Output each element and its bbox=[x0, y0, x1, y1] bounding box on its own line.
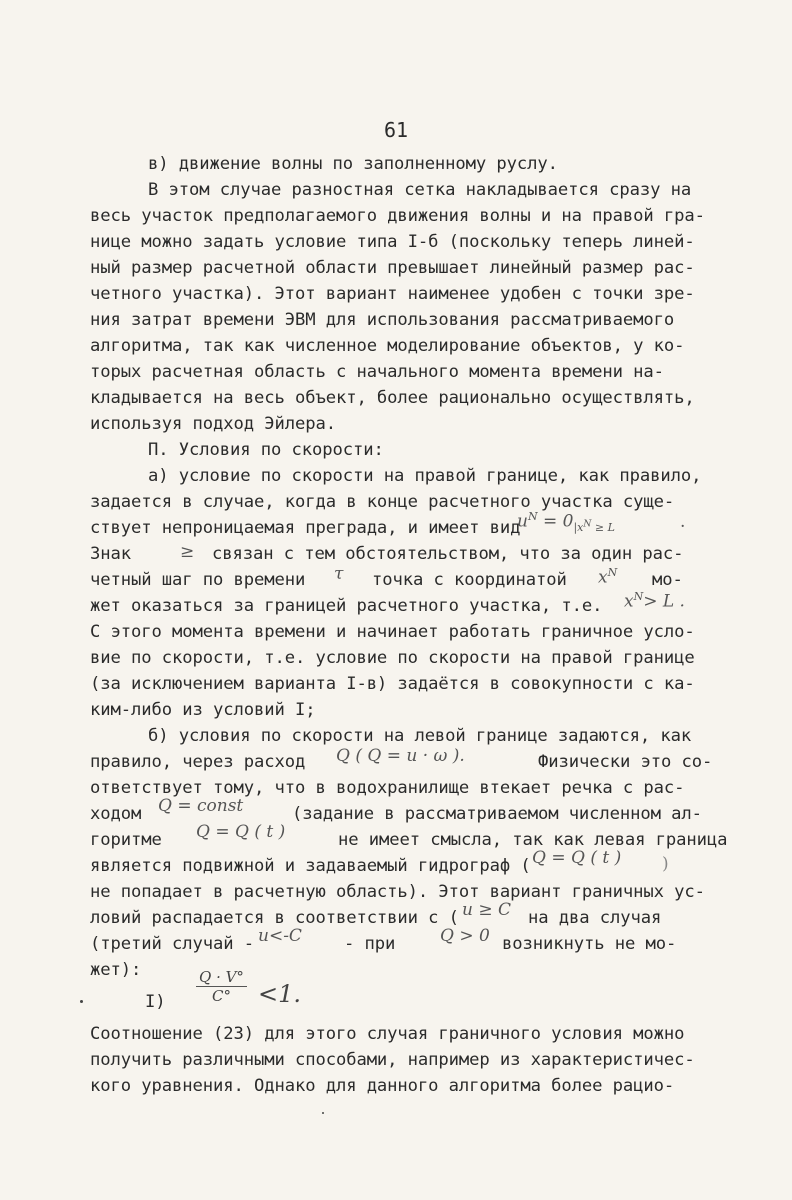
formula-xn: $x^N$ bbox=[598, 566, 618, 588]
formula-geq: ≥ bbox=[180, 542, 195, 562]
text-line: жет): bbox=[90, 960, 142, 980]
text-line: (за исключением варианта I-в) задаётся в совокупности с ка- bbox=[90, 674, 695, 694]
formula-q-t-2: Q = Q ( t ) bbox=[532, 848, 622, 868]
formula-tau: τ bbox=[334, 564, 344, 584]
formula-close-paren: ) bbox=[662, 854, 669, 874]
text-line: нице можно задать условие типа I-б (поскольку теперь линей- bbox=[90, 232, 695, 252]
page-number: 61 bbox=[384, 118, 409, 142]
text-line: используя подход Эйлера. bbox=[90, 414, 336, 434]
section-heading: П. Условия по скорости: bbox=[148, 440, 384, 460]
formula-dot: . bbox=[680, 512, 686, 532]
text-line: точка с координатой bbox=[372, 570, 567, 590]
fraction-numerator: Q · V° bbox=[196, 968, 247, 987]
page-speck bbox=[322, 1112, 324, 1114]
fraction-denominator: C° bbox=[211, 987, 231, 1005]
formula-fraction bbox=[196, 968, 247, 1005]
text-line: В этом случае разностная сетка накладывается сразу на bbox=[148, 180, 692, 200]
formula-q-def: Q ( Q = u · ω ). bbox=[336, 746, 465, 766]
text-line: ким-либо из условий I; bbox=[90, 700, 316, 720]
text-line: ходом bbox=[90, 804, 142, 824]
text-line: б) условия по скорости на левой границе задаются, как bbox=[148, 726, 692, 746]
text-line: задается в случае, когда в конце расчетного участка суще- bbox=[90, 492, 675, 512]
formula-u-ge-c: u ≥ C bbox=[462, 900, 512, 920]
text-line: не имеет смысла, так как левая граница bbox=[338, 830, 728, 850]
formula-xn-gt-l: $x^N> L$ . bbox=[624, 590, 685, 612]
text-line: Соотношение (23) для этого случая граничного условия можно bbox=[90, 1024, 685, 1044]
page-speck bbox=[80, 1000, 83, 1003]
formula-q-const: Q = const bbox=[158, 796, 244, 816]
text-line: торых расчетная область с начального момента времени на- bbox=[90, 362, 664, 382]
text-line: алгоритма, так как численное моделирование объектов, у ко- bbox=[90, 336, 685, 356]
case-label: I) bbox=[145, 992, 166, 1012]
text-line: ный размер расчетной области превышает линейный размер рас- bbox=[90, 258, 695, 278]
text-line: правило, через расход bbox=[90, 752, 306, 772]
text-line: С этого момента времени и начинает работать граничное усло- bbox=[90, 622, 695, 642]
text-line: ловий распадается в соответствии с ( bbox=[90, 908, 459, 928]
text-line: является подвижной и задаваемый гидрограф ( bbox=[90, 856, 531, 876]
text-line: - при bbox=[344, 934, 396, 954]
text-line: кладывается на весь объект, более рационально осуществлять, bbox=[90, 388, 695, 408]
text-line: получить различными способами, например из характеристичес- bbox=[90, 1050, 695, 1070]
text-line: жет оказаться за границей расчетного участка, т.е. bbox=[90, 596, 603, 616]
formula-lt-one: <1. bbox=[258, 980, 302, 1008]
text-line: а) условие по скорости на правой границе, как правило, bbox=[148, 466, 702, 486]
text-line: вие по скорости, т.е. условие по скорости на правой границе bbox=[90, 648, 695, 668]
formula-q-t: Q = Q ( t ) bbox=[196, 822, 286, 842]
text-line: (задание в рассматриваемом численном ал- bbox=[292, 804, 702, 824]
text-line: горитме bbox=[90, 830, 162, 850]
text-line: ния затрат времени ЭВМ для использования рассматриваемого bbox=[90, 310, 675, 330]
text-line: ответствует тому, что в водохранилище втекает речка с рас- bbox=[90, 778, 685, 798]
text-line: четный шаг по времени bbox=[90, 570, 306, 590]
text-line: Физически это со- bbox=[538, 752, 713, 772]
text-line: (третий случай - bbox=[90, 934, 254, 954]
text-line: возникнуть не мо- bbox=[502, 934, 677, 954]
text-line: четного участка). Этот вариант наименее удобен с точки зре- bbox=[90, 284, 695, 304]
text-line: ствует непроницаемая преграда, и имеет вид bbox=[90, 518, 521, 538]
text-line: в) движение волны по заполненному руслу. bbox=[148, 154, 558, 174]
text-line: связан с тем обстоятельством, что за один рас- bbox=[212, 544, 684, 564]
text-line: на два случая bbox=[528, 908, 662, 928]
text-line: весь участок предполагаемого движения волны и на правой гра- bbox=[90, 206, 705, 226]
formula-u-boundary: $u^N = 0_{|x^N \ge L}$ bbox=[517, 510, 615, 535]
text-line: не попадает в расчетную область). Этот вариант граничных ус- bbox=[90, 882, 705, 902]
text-line: мо- bbox=[652, 570, 683, 590]
text-line: кого уравнения. Однако для данного алгоритма более рацио- bbox=[90, 1076, 675, 1096]
formula-u-lt-c: u<-C bbox=[258, 926, 302, 946]
text-line: Знак bbox=[90, 544, 131, 564]
formula-q-gt-0: Q > 0 bbox=[440, 926, 490, 946]
